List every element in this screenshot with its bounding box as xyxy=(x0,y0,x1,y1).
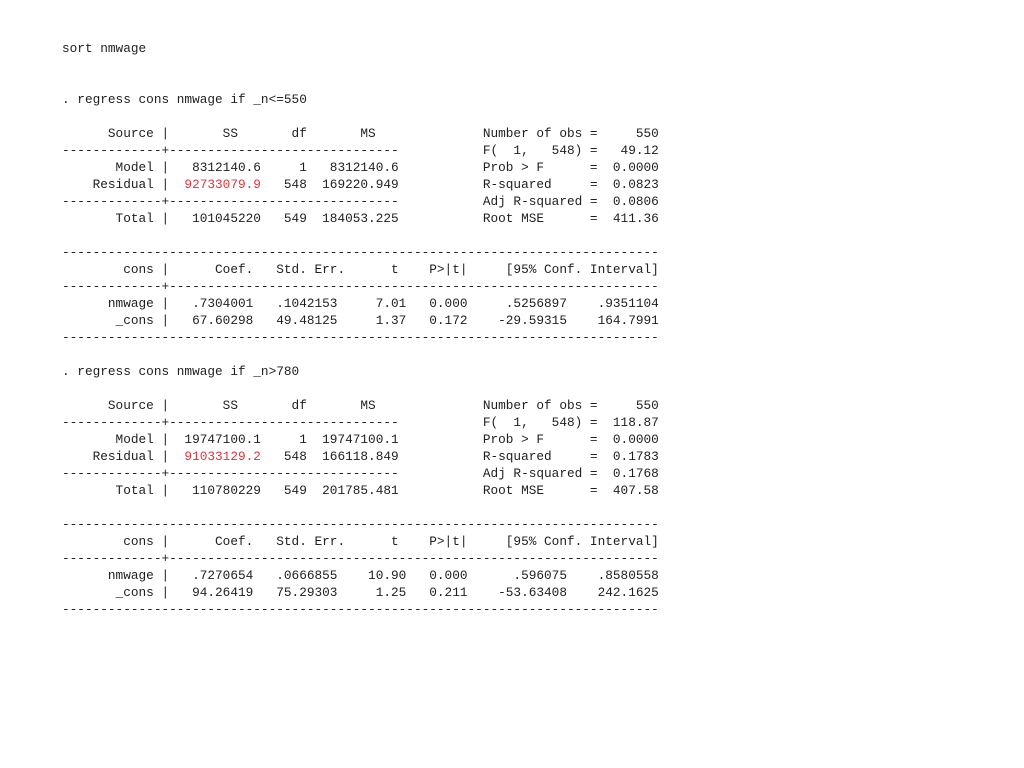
output-line xyxy=(62,516,659,533)
blank-line xyxy=(62,57,659,74)
regression-output xyxy=(62,40,659,618)
residual-ss-value: 92733079.9 xyxy=(184,177,261,192)
blank-line xyxy=(62,499,659,516)
output-text: nmwage | .7304001 .1042153 7.01 0.000 .5256897 .9351104 xyxy=(62,296,659,311)
output-line xyxy=(62,397,659,414)
output-line xyxy=(62,159,659,176)
output-text: Residual | xyxy=(62,449,185,464)
output-line xyxy=(62,363,659,380)
output-line xyxy=(62,295,659,312)
output-line xyxy=(62,176,659,193)
output-text: sort nmwage xyxy=(62,41,147,56)
output-text: Model | 8312140.6 1 8312140.6 Prob > F = 0.0000 xyxy=(62,160,659,175)
blank-line xyxy=(62,227,659,244)
output-text: -------------+------------------------------ F( 1, 548) = 49.12 xyxy=(62,143,659,158)
output-line xyxy=(62,584,659,601)
output-text: ------------------------------------------------------------------------------ xyxy=(62,245,659,260)
output-line xyxy=(62,40,659,57)
output-line xyxy=(62,533,659,550)
blank-line xyxy=(62,108,659,125)
output-line xyxy=(62,210,659,227)
residual-ss-value: 91033129.2 xyxy=(184,449,261,464)
output-line xyxy=(62,601,659,618)
output-text: -------------+------------------------------ F( 1, 548) = 118.87 xyxy=(62,415,659,430)
output-line xyxy=(62,125,659,142)
output-text: Total | 110780229 549 201785.481 Root MSE = 407.58 xyxy=(62,483,659,498)
blank-line xyxy=(62,346,659,363)
output-line xyxy=(62,244,659,261)
output-text: . regress cons nmwage if _n>780 xyxy=(62,364,300,379)
output-line xyxy=(62,567,659,584)
output-text: Residual | xyxy=(62,177,185,192)
blank-line xyxy=(62,380,659,397)
output-line xyxy=(62,329,659,346)
output-line xyxy=(62,414,659,431)
output-text: ------------------------------------------------------------------------------ xyxy=(62,602,659,617)
output-text: Source | SS df MS Number of obs = 550 xyxy=(62,126,659,141)
output-line xyxy=(62,142,659,159)
output-text: -------------+------------------------------ Adj R-squared = 0.0806 xyxy=(62,194,659,209)
output-text: nmwage | .7270654 .0666855 10.90 0.000 .596075 .8580558 xyxy=(62,568,659,583)
output-text: -------------+---------------------------------------------------------------- xyxy=(62,551,659,566)
output-text: -------------+------------------------------ Adj R-squared = 0.1768 xyxy=(62,466,659,481)
output-line xyxy=(62,91,659,108)
output-text: cons | Coef. Std. Err. t P>|t| [95% Conf. Interval] xyxy=(62,262,659,277)
output-text: ------------------------------------------------------------------------------ xyxy=(62,517,659,532)
output-line xyxy=(62,482,659,499)
output-line xyxy=(62,278,659,295)
output-line xyxy=(62,261,659,278)
output-text: 548 166118.849 R-squared = 0.1783 xyxy=(260,449,659,464)
output-line xyxy=(62,193,659,210)
output-text: _cons | 67.60298 49.48125 1.37 0.172 -29.59315 164.7991 xyxy=(62,313,659,328)
output-text: Total | 101045220 549 184053.225 Root MSE = 411.36 xyxy=(62,211,659,226)
blank-line xyxy=(62,74,659,91)
output-text: . regress cons nmwage if _n<=550 xyxy=(62,92,307,107)
output-text: cons | Coef. Std. Err. t P>|t| [95% Conf. Interval] xyxy=(62,534,659,549)
output-line xyxy=(62,312,659,329)
output-text: 548 169220.949 R-squared = 0.0823 xyxy=(260,177,659,192)
output-line xyxy=(62,465,659,482)
output-text: _cons | 94.26419 75.29303 1.25 0.211 -53.63408 242.1625 xyxy=(62,585,659,600)
output-line xyxy=(62,448,659,465)
output-text: ------------------------------------------------------------------------------ xyxy=(62,330,659,345)
output-text: Source | SS df MS Number of obs = 550 xyxy=(62,398,659,413)
output-text: Model | 19747100.1 1 19747100.1 Prob > F = 0.0000 xyxy=(62,432,659,447)
output-line xyxy=(62,550,659,567)
output-line xyxy=(62,431,659,448)
output-text: -------------+---------------------------------------------------------------- xyxy=(62,279,659,294)
